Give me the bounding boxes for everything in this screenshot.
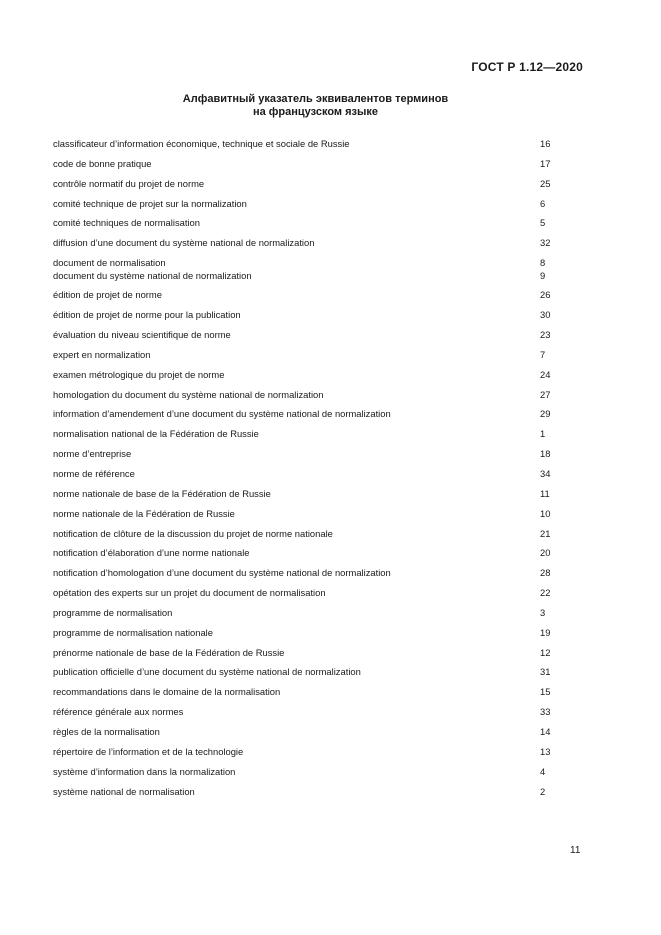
index-entry [53, 157, 553, 177]
index-title [0, 93, 631, 119]
index-term: édition de projet de norme pour la publication [53, 309, 241, 321]
index-entry [53, 368, 553, 388]
document-code: ГОСТ Р 1.12—2020 [471, 60, 583, 74]
index-entry [53, 308, 553, 328]
index-entry [53, 586, 553, 606]
index-page-ref: 6 [540, 197, 546, 209]
index-page-ref: 28 [540, 567, 551, 579]
index-page-ref: 7 [540, 348, 546, 360]
index-entry [53, 177, 553, 197]
index-entry [53, 348, 553, 368]
index-page-ref: 25 [540, 177, 551, 189]
index-title-line-1: Алфавитный указатель эквивалентов терминов [182, 93, 449, 105]
index-page-ref: 5 [540, 217, 546, 229]
index-entry [53, 388, 553, 408]
index-entry [53, 197, 553, 217]
index-page-ref: 27 [540, 388, 551, 400]
index-term: expert en normalization [53, 348, 151, 360]
index-term: classificateur d’information économique, technique et sociale de Russie [53, 138, 350, 149]
index-term: code de bonne pratique [53, 157, 152, 169]
index-page-ref: 15 [540, 686, 551, 698]
index-page-ref: 34 [540, 468, 551, 479]
index-term: notification d’homologation d’une document du système national de normalization [53, 567, 391, 579]
index-page-ref: 9 [540, 269, 546, 281]
index-page-ref: 16 [540, 138, 551, 149]
index-term: règles de la normalisation [53, 725, 160, 737]
index-term: document du système national de normalization [53, 269, 252, 281]
index-term: recommandations dans le domaine de la normalisation [53, 686, 281, 698]
index-entry [53, 725, 553, 745]
index-page-ref: 12 [540, 646, 551, 658]
index-page-ref: 17 [540, 157, 551, 169]
index-term: édition de projet de norme [53, 289, 162, 301]
index-entry [53, 487, 553, 507]
index-term: répertoire de l’information et de la technologie [53, 745, 244, 757]
index-page-ref: 29 [540, 408, 551, 420]
index-page-ref: 14 [540, 725, 551, 737]
index-page-ref: 3 [540, 606, 546, 618]
index-page-ref: 1 [540, 428, 546, 440]
index-term: opétation des experts sur un projet du document de normalisation [53, 587, 326, 599]
index-entry [53, 328, 553, 348]
index-term: examen métrologique du projet de norme [53, 368, 225, 380]
index-entry [53, 785, 553, 805]
index-page-ref: 13 [540, 745, 551, 757]
index-term: notification d’élaboration d’une norme nationale [53, 547, 250, 559]
index-entry [53, 236, 553, 256]
index-term: comité technique de projet sur la normalization [53, 197, 247, 209]
index-term: système d’information dans la normalization [53, 765, 236, 777]
index-page-ref: 33 [540, 706, 551, 718]
index-entry [53, 606, 553, 626]
index-page-ref: 26 [540, 289, 551, 301]
index-term: diffusion d’une document du système national de normalization [53, 237, 315, 249]
index-term: référence générale aux normes [53, 706, 184, 718]
index-entry [53, 646, 553, 666]
index-page-ref: 4 [540, 765, 546, 777]
index-page-ref: 32 [540, 237, 551, 249]
index-term: comité techniques de normalisation [53, 217, 200, 229]
index-term: document de normalisation [53, 257, 166, 269]
index-entry [53, 566, 553, 586]
index-entry [53, 745, 553, 765]
index-page-ref: 2 [540, 785, 546, 797]
index-page-ref: 22 [540, 587, 551, 599]
index-page-ref: 10 [540, 507, 551, 519]
index-term: norme nationale de base de la Fédération de Russie [53, 487, 271, 499]
index-page-ref: 24 [540, 368, 551, 380]
index-entry [53, 765, 553, 785]
term-index-list [53, 137, 553, 804]
index-entry [53, 546, 553, 566]
index-title-line-2: на французском языке [252, 106, 378, 118]
index-entry [53, 527, 553, 547]
index-term: notification de clôture de la discussion du projet de norme nationale [53, 527, 333, 539]
index-page-ref: 11 [540, 487, 550, 499]
page-number: 11 [570, 845, 581, 856]
index-term: information d’amendement d’une document du système national de normalization [53, 408, 391, 420]
index-term: homologation du document du système national de normalization [53, 388, 324, 400]
index-entry [53, 685, 553, 705]
index-page-ref: 20 [540, 547, 551, 559]
index-page-ref: 23 [540, 329, 551, 341]
index-entry [53, 427, 553, 447]
index-entry [53, 256, 553, 269]
index-entry [53, 288, 553, 308]
index-term: programme de normalisation nationale [53, 626, 213, 638]
index-term: système national de normalisation [53, 785, 195, 797]
index-term: norme d’entreprise [53, 448, 132, 460]
index-entry [53, 665, 553, 685]
index-term: norme de référence [53, 468, 135, 479]
index-entry [53, 447, 553, 467]
index-entry [53, 626, 553, 646]
index-term: contrôle normatif du projet de norme [53, 177, 205, 189]
index-entry [53, 269, 553, 289]
index-term: norme nationale de la Fédération de Russie [53, 507, 235, 519]
index-page-ref: 19 [540, 626, 551, 638]
index-page-ref: 31 [540, 666, 551, 678]
index-term: prénorme nationale de base de la Fédération de Russie [53, 646, 285, 658]
index-term: normalisation national de la Fédération de Russie [53, 428, 259, 440]
index-page-ref: 30 [540, 309, 551, 321]
index-entry [53, 216, 553, 236]
index-term: publication officielle d’une document du système national de normalization [53, 666, 361, 678]
index-entry [53, 705, 553, 725]
index-term: évaluation du niveau scientifique de norme [53, 329, 231, 341]
index-entry [53, 137, 553, 157]
index-term: programme de normalisation [53, 606, 173, 618]
index-page-ref: 18 [540, 448, 551, 460]
index-page-ref: 21 [540, 527, 551, 539]
index-entry [53, 407, 553, 427]
index-entry [53, 467, 553, 487]
index-page-ref: 8 [540, 257, 546, 269]
index-entry [53, 507, 553, 527]
